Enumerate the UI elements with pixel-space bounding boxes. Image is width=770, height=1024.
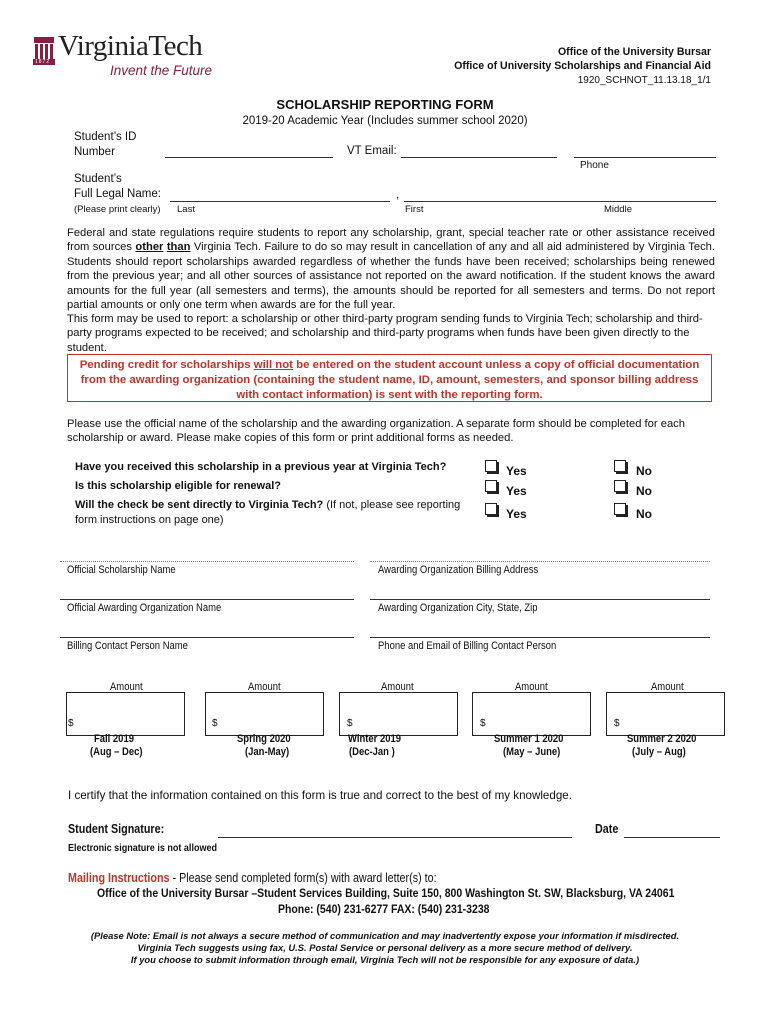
date-field[interactable] [624,837,720,838]
name-comma: , [396,189,400,201]
phone-label: Phone [580,160,609,171]
mailing-instructions: Mailing Instructions - Please send completed form(s) with award letter(s) to: [68,871,437,885]
last-name-field[interactable] [170,201,390,202]
term-summer1: Summer 1 2020 [494,733,564,745]
term-spring-months: (Jan-May) [245,746,290,758]
amount-spring-label: Amount [248,681,281,693]
electronic-signature-note: Electronic signature is not allowed [68,842,218,854]
question-renewal: Is this scholarship eligible for renewal? [75,480,281,492]
check-direct-no-checkbox[interactable] [614,503,626,515]
contact-phone-email-field[interactable] [370,637,710,638]
amount-summer2-label: Amount [651,681,684,693]
previous-year-yes-label: Yes [506,464,527,478]
amount-summer1-currency: $ [480,718,486,729]
amount-fall-box[interactable] [66,692,185,736]
email-security-note: (Please Note: Email is not always a secure method of communication and may inadvertently expose your information if misdirected. Virginia Tech suggests using fax, U.S. Postal Service or personal delivery as a more secure method of delivery. If you choose to submit information through email, Virginia Tech will not be responsible for any exposure of data.) [90,930,680,965]
first-label: First [405,204,424,215]
regulations-paragraph: Federal and state regulations require students to report any scholarship, grant, special teacher rate or other assistance received from sources other than Virginia Tech. Failure to do so may result in cancellation of any and all aid administered by Virginia Tech. Students should report scholarships awarded regardless of whether the funds have been received; scholarships being renewed from the previous year; and all other sources of assistance not reported on the award notification. If the student knows the award amounts for the full year (all semesters and terms), the amounts should be reported for all semesters and terms. Do not report partial amounts or only one term when awards are for the full year. [67,227,716,312]
form-subtitle: 2019-20 Academic Year (Includes summer school 2020) [242,115,528,127]
logo-tagline: Invent the Future [110,63,213,78]
instructions-paragraph: Please use the official name of the scholarship and the awarding organization. A separate form should be completed for each scholarship or award. Please make copies of this form or print additional forms as needed. [67,418,685,445]
term-summer2-months: (July – Aug) [632,746,686,758]
signature-field[interactable] [218,837,572,838]
amount-spring-box[interactable] [205,692,324,736]
term-winter: Winter 2019 [348,733,402,745]
scholarship-name-field[interactable] [60,561,354,562]
office-bursar: Office of the University Bursar [557,46,711,58]
billing-address-label: Awarding Organization Billing Address [378,564,539,576]
amount-fall-label: Amount [110,681,143,693]
amount-spring-currency: $ [212,718,218,729]
first-middle-name-field[interactable] [404,201,716,202]
term-fall-months: (Aug – Dec) [90,746,143,758]
org-name-label: Official Awarding Organization Name [67,602,222,614]
mailing-address: Office of the University Bursar –Student Services Building, Suite 150, 800 Washington St. SW, Blacksburg, VA 24061 [97,886,675,900]
previous-year-no-checkbox[interactable] [614,460,626,472]
pending-credit-notice: Pending credit for scholarships will not be entered on the student account unless a copy of official documentation from the awarding organization (containing the student name, ID, amount, semesters, and sponsor billing address with contact information) is sent with the reporting form. [67,354,712,402]
city-state-zip-field[interactable] [370,599,710,600]
previous-year-yes-checkbox[interactable] [485,460,497,472]
amount-winter-currency: $ [347,718,353,729]
certification-statement: I certify that the information contained on this form is true and correct to the best of my knowledge. [68,789,572,802]
vt-email-field[interactable] [401,157,557,158]
student-id-label: Student’s ID Number [74,131,137,158]
term-summer1-months: (May – June) [503,746,561,758]
city-state-zip-label: Awarding Organization City, State, Zip [378,602,538,614]
org-name-field[interactable] [60,599,354,600]
amount-fall-currency: $ [68,718,74,729]
vt-logo [33,30,223,78]
print-clearly-note: (Please print clearly) [74,204,161,215]
form-code: 1920_SCHNOT_11.13.18_1/1 [577,75,711,86]
amount-summer2-box[interactable] [606,692,725,736]
renewal-no-label: No [636,484,652,498]
vt-email-label: VT Email: [347,145,397,157]
last-label: Last [177,204,195,215]
amount-summer2-currency: $ [614,718,620,729]
term-winter-months: (Dec-Jan ) [349,746,395,758]
renewal-yes-label: Yes [506,484,527,498]
signature-label: Student Signature: [68,822,165,836]
term-summer2: Summer 2 2020 [627,733,697,745]
billing-address-field[interactable] [370,561,710,562]
term-fall: Fall 2019 [94,733,134,745]
contact-name-field[interactable] [60,637,354,638]
form-title: SCHOLARSHIP REPORTING FORM [276,97,494,112]
amount-winter-box[interactable] [339,692,458,736]
mailing-phone-fax: Phone: (540) 231-6277 FAX: (540) 231-3238 [278,902,490,916]
date-label: Date [595,822,619,836]
office-financial-aid: Office of University Scholarships and Financial Aid [454,60,711,72]
usage-paragraph: This form may be used to report: a scholarship or other third-party program sending funds to Virginia Tech; scholarship and third-party programs expected to be received; and scholarship and third-party programs when funds have been given directly to the student. [67,313,703,354]
term-spring: Spring 2020 [237,733,291,745]
check-direct-no-label: No [636,507,652,521]
full-name-label: Student’s Full Legal Name: [74,173,161,200]
check-direct-yes-checkbox[interactable] [485,503,497,515]
contact-name-label: Billing Contact Person Name [67,640,188,652]
check-direct-yes-label: Yes [506,507,527,521]
previous-year-no-label: No [636,464,652,478]
scholarship-name-label: Official Scholarship Name [67,564,176,576]
contact-phone-email-label: Phone and Email of Billing Contact Person [378,640,557,652]
middle-label: Middle [604,204,632,215]
renewal-yes-checkbox[interactable] [485,480,497,492]
amount-summer1-box[interactable] [472,692,591,736]
phone-field[interactable] [574,157,716,158]
amount-summer1-label: Amount [515,681,548,693]
student-id-field[interactable] [165,157,333,158]
logo-year: 1872 [35,59,51,65]
renewal-no-checkbox[interactable] [614,480,626,492]
question-check-direct: Will the check be sent directly to Virginia Tech? (If not, please see reporting form instructions on page one) [75,499,461,526]
amount-winter-label: Amount [381,681,414,693]
logo-wordmark: VirginiaTech [58,30,203,62]
question-previous-year: Have you received this scholarship in a previous year at Virginia Tech? [75,461,447,473]
